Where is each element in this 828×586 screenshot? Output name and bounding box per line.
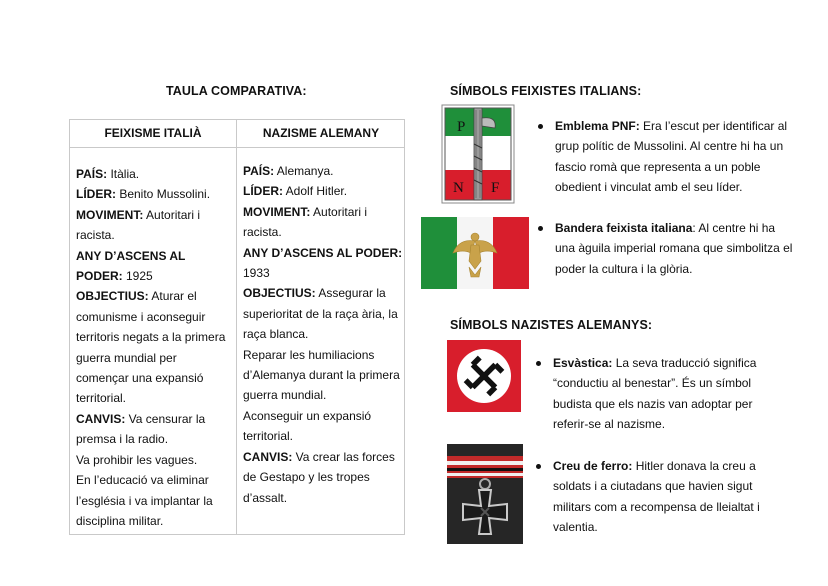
iron-cross-image [447,444,523,544]
bullet-icon [538,226,543,231]
italy-moviment: MOVIMENT: Autoritari i racista. [76,207,201,243]
italy-extra-1: Va prohibir les vagues. [76,452,198,467]
pnf-letter-f: F [491,180,500,196]
swastika-item: Esvàstica: La seva traducció significa “conductiu al benestar”. És un símbol budista que els nazis van adoptar per referir-se al nazisme. [536,353,790,435]
italian-flag-item: Bandera feixista italiana: Al centre hi ha una àguila imperial romana que simbolitza el poder la cultura i la glòria. [538,218,794,279]
germany-moviment: MOVIMENT: Autoritari i racista. [243,204,368,240]
italy-extra-2: En l’educació va eliminar l’església i va implantar la disciplina militar. [76,473,213,528]
italy-canvis: CANVIS: Va censurar la premsa i la radio. [76,411,206,447]
pnf-emblem-image [441,104,515,204]
germany-pais: PAÍS: Alemanya. [243,164,334,178]
germany-canvis: CANVIS: Va crear las forces de Gestapo y les tropes d’assalt. [243,449,395,505]
italy-pais: PAÍS: Itàlia. [76,167,140,181]
germany-extra-1: Reparar les humiliacions d’Alemanya durant la primera guerra mundial. [243,347,400,403]
comparison-table [69,119,405,535]
pnf-letter-n: N [453,180,464,196]
pnf-emblem-item: Emblema PNF: Era l’escut per identificar al grup polític de Mussolini. Al centre hi ha un fascio romà que representa a un poble obedient i vinculat amb el seu líder. [538,116,790,198]
germany-any: ANY D’ASCENS AL PODER: 1933 [243,245,403,281]
germany-lider: LÍDER: Adolf Hitler. [243,184,348,199]
column-header-italy: FEIXISME ITALIÀ [104,126,202,140]
bullet-icon [538,124,543,129]
italy-objectius: OBJECTIUS: Aturar el comunisme i aconseguir territoris negats a la primera guerra mundial per començar una expansió territorial. [76,289,226,406]
italian-fascist-flag-image [421,217,529,289]
italy-lider: LÍDER: Benito Mussolini. [76,187,211,202]
iron-cross-item: Creu de ferro: Hitler donava la creu a soldats i a ciutadans que havien sigut militars com a recompensa de lleialtat i valentia. [536,456,768,538]
germany-objectius: OBJECTIUS: Assegurar la superioritat de la raça ària, la raça blanca. [243,286,398,342]
germany-cell [243,161,403,508]
bullet-icon [536,464,541,469]
german-symbols-title: SÍMBOLS NAZISTES ALEMANYS: [450,318,653,332]
column-header-germany: NAZISME ALEMANY [262,126,380,140]
table-title: TAULA COMPARATIVA: [166,84,307,98]
bullet-icon [536,361,541,366]
italy-any: ANY D’ASCENS AL PODER: 1925 [76,248,186,284]
pnf-letter-p: P [457,119,466,135]
swastika-image [447,340,521,412]
italian-symbols-title: SÍMBOLS FEIXISTES ITALIANS: [450,84,642,98]
italy-cell [76,164,232,531]
germany-extra-2: Aconseguir un expansió territorial. [243,408,372,444]
